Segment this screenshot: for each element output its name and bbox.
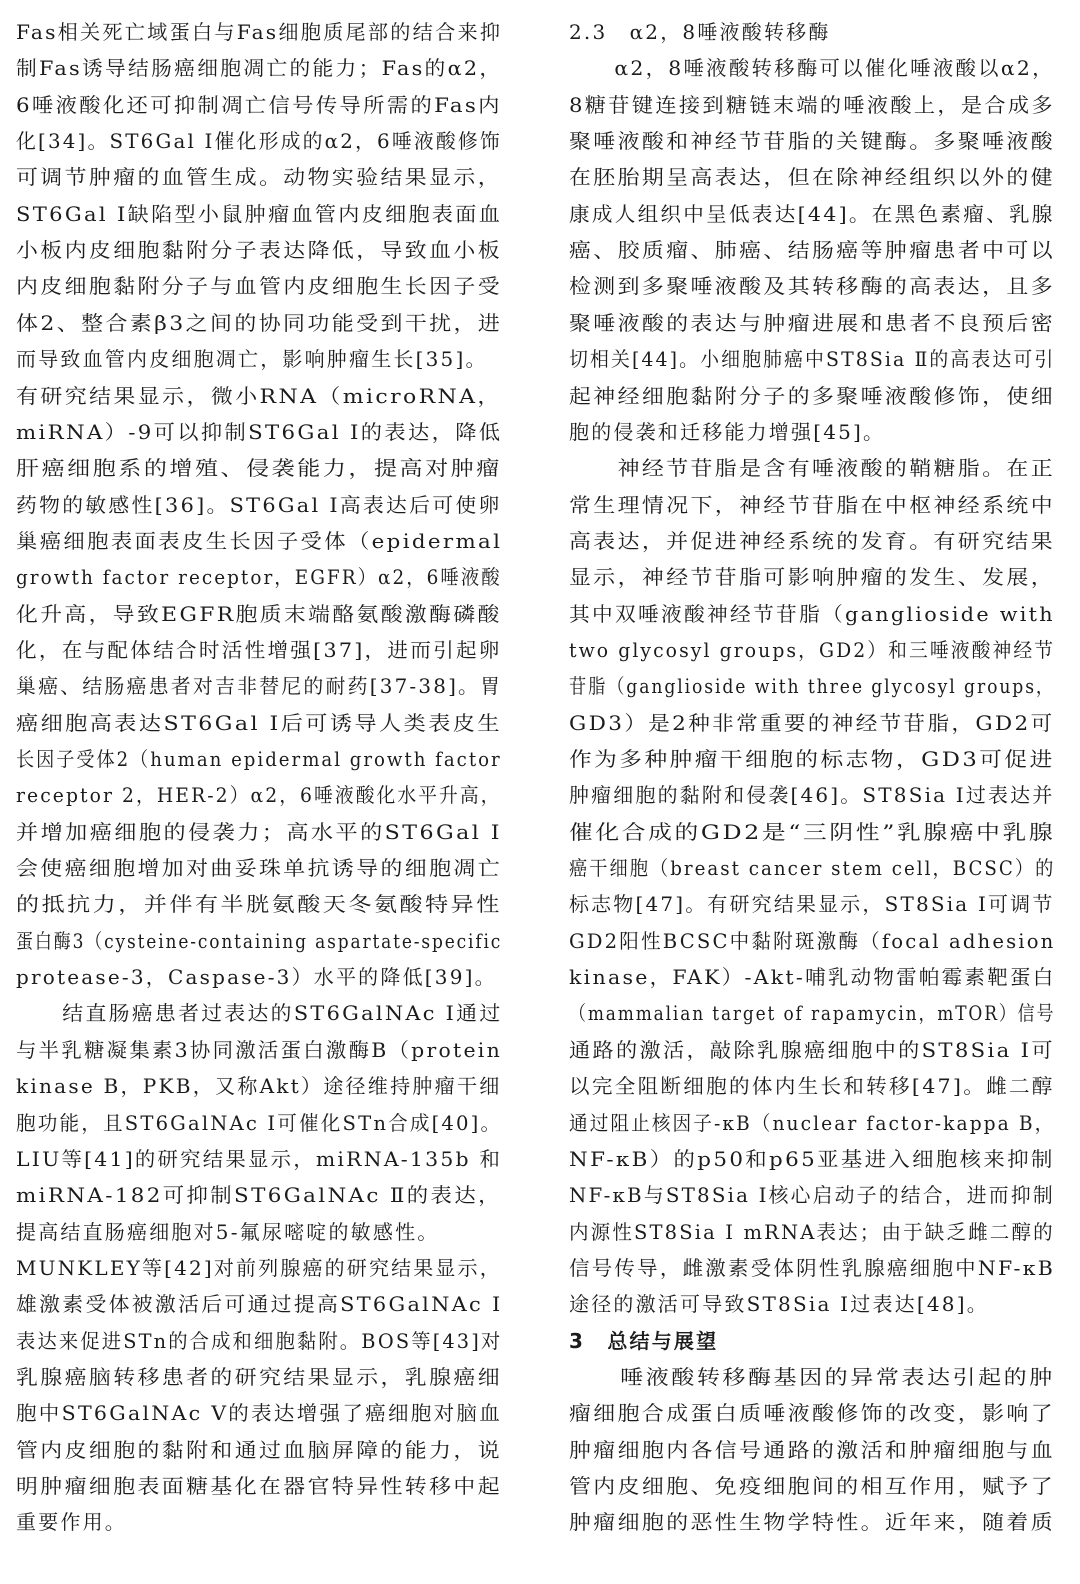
right-column-line: 催化合成的GD2是“三阴性”乳腺癌中乳腺: [569, 819, 1056, 844]
left-column-line: 体2、整合素β3之间的协同功能受到干扰，进: [16, 310, 503, 335]
right-column-line: 途径的激活可导致ST8Sia Ⅰ过表达[48]。: [569, 1292, 989, 1317]
left-column-line: 化升高，导致EGFR胞质末端酪氨酸激酶磷酸: [16, 601, 502, 626]
left-column-line: 而导致血管内皮细胞凋亡，影响肿瘤生长[35]。: [16, 347, 488, 372]
right-column-line: 管内皮细胞、免疫细胞间的相互作用，赋予了: [569, 1474, 1056, 1498]
left-column-line: 胞中ST6GalNAc Ⅴ的表达增强了癌细胞对脑血: [16, 1401, 503, 1426]
left-column-line: miRNA）-9可以抑制ST6Gal Ⅰ的表达，降低: [16, 419, 503, 444]
left-column-line: 结直肠癌患者过表达的ST6GalNAc Ⅰ通过: [16, 1001, 503, 1026]
left-column-line: 6唾液酸化还可抑制凋亡信号传导所需的Fas内: [16, 92, 502, 117]
left-column-line: 并增加癌细胞的侵袭力；高水平的ST6Gal Ⅰ: [16, 819, 502, 844]
right-column-line: 起神经细胞黏附分子的多聚唾液酸修饰，使细: [569, 383, 1056, 408]
right-column-line: 瘤细胞合成蛋白质唾液酸修饰的改变，影响了: [569, 1401, 1056, 1426]
right-column-line: 聚唾液酸的表达与肿瘤进展和患者不良预后密: [569, 310, 1056, 335]
right-column-line: 其中双唾液酸神经节苷脂（ganglioside with: [569, 601, 1055, 626]
left-column-line: receptor 2，HER-2）α2，6唾液酸化水平升高，: [16, 783, 502, 808]
right-column-line: 肿瘤细胞的恶性生物学特性。近年来，随着质: [569, 1510, 1056, 1535]
right-column-line: 康成人组织中呈低表达[44]。在黑色素瘤、乳腺: [569, 201, 1055, 226]
left-column-line: 重要作用。: [16, 1510, 127, 1535]
right-column-line: kinase，FAK）-Akt-哺乳动物雷帕霉素靶蛋白: [569, 965, 1056, 990]
right-column-line: 2.3 α2，8唾液酸转移酶: [569, 20, 831, 44]
right-column-line: 内源性ST8Sia Ⅰ mRNA表达；由于缺乏雌二醇的: [569, 1219, 1055, 1244]
left-column-line: 有研究结果显示，微小RNA（microRNA，: [16, 383, 502, 408]
right-column-line: 神经节苷脂是含有唾液酸的鞘糖脂。在正: [569, 456, 1056, 481]
left-column-line: 长因子受体2（human epidermal growth factor: [16, 747, 502, 771]
right-column-line: 肿瘤细胞的黏附和侵袭[46]。ST8Sia Ⅰ过表达并: [569, 783, 1055, 808]
left-column-line: Fas相关死亡域蛋白与Fas细胞质尾部的结合来抑: [16, 20, 503, 44]
right-column-line: α2，8唾液酸转移酶可以催化唾液酸以α2，: [569, 56, 1055, 81]
left-column-line: 巢癌细胞表面表皮生长因子受体（epidermal: [16, 528, 503, 553]
left-column-line: 管内皮细胞的黏附和通过血脑屏障的能力，说: [16, 1437, 503, 1462]
left-column-line: 制Fas诱导结肠癌细胞凋亡的能力；Fas的α2，: [16, 56, 503, 81]
left-column-line: 内皮细胞黏附分子与血管内皮细胞生长因子受: [16, 274, 503, 299]
right-column-line: NF-κB）的p50和p65亚基进入细胞核来抑制: [569, 1146, 1055, 1171]
right-column-line: 标志物[47]。有研究结果显示，ST8Sia Ⅰ可调节: [569, 892, 1055, 917]
left-column-line: ST6Gal Ⅰ缺陷型小鼠肿瘤血管内皮细胞表面血: [16, 201, 503, 226]
left-column-line: 巢癌、结肠癌患者对吉非替尼的耐药[37-38]。胃: [16, 674, 503, 699]
right-column-line: 高表达，并促进神经系统的发育。有研究结果: [569, 528, 1056, 553]
left-column-line: LIU等[41]的研究结果显示，miRNA-135b 和: [16, 1146, 503, 1171]
right-column-line: 通路的激活，敲除乳腺癌细胞中的ST8Sia Ⅰ可: [569, 1037, 1055, 1062]
left-column-line: 药物的敏感性[36]。ST6Gal Ⅰ高表达后可使卵: [16, 492, 502, 517]
right-column-line: GD3）是2种非常重要的神经节苷脂，GD2可: [569, 710, 1055, 735]
right-column-line: NF-κB与ST8Sia Ⅰ核心启动子的结合，进而抑制: [569, 1183, 1055, 1208]
right-column-line: 8糖苷键连接到糖链末端的唾液酸上，是合成多: [569, 92, 1055, 117]
left-column-line: 可调节肿瘤的血管生成。动物实验结果显示，: [16, 165, 503, 190]
left-column-line: 与半乳糖凝集素3协同激活蛋白激酶B（protein: [16, 1037, 502, 1062]
right-column-line: 癌干细胞（breast cancer stem cell，BCSC）的: [569, 856, 1056, 881]
right-column-line: 通过阻止核因子-κB（nuclear factor-kappa B，: [569, 1110, 1056, 1135]
left-column-line: 表达来促进STn的合成和细胞黏附。BOS等[43]对: [16, 1328, 503, 1353]
left-column-line: kinase B，PKB，又称Akt）途径维持肿瘤干细: [16, 1074, 502, 1099]
right-column-line: 作为多种肿瘤干细胞的标志物，GD3可促进: [569, 747, 1055, 771]
right-column-line: （mammalian target of rapamycin，mTOR）信号: [569, 1001, 1056, 1026]
left-column-line: MUNKLEY等[42]对前列腺癌的研究结果显示，: [16, 1255, 502, 1280]
right-column-line: 唾液酸转移酶基因的异常表达引起的肿: [569, 1364, 1055, 1389]
right-column-line: 以完全阻断细胞的体内生长和转移[47]。雌二醇: [569, 1074, 1055, 1099]
right-column-line: 在胚胎期呈高表达，但在除神经组织以外的健: [569, 165, 1056, 190]
right-column-line: 肿瘤细胞内各信号通路的激活和肿瘤细胞与血: [569, 1437, 1056, 1462]
left-column-line: 提高结直肠癌细胞对5-氟尿嘧啶的敏感性。: [16, 1219, 440, 1244]
left-column-line: 蛋白酶3（cysteine-containing aspartate-specific: [16, 928, 503, 953]
left-column-line: 雄激素受体被激活后可通过提高ST6GalNAc Ⅰ: [16, 1292, 503, 1317]
right-column-line: 常生理情况下，神经节苷脂在中枢神经系统中: [569, 492, 1056, 517]
right-column-line: 胞的侵袭和迁移能力增强[45]。: [569, 419, 886, 444]
right-column-line: 聚唾液酸和神经节苷脂的关键酶。多聚唾液酸: [569, 129, 1056, 154]
right-column-line: 苷脂（ganglioside with three glycosyl groups，: [569, 674, 1056, 699]
right-column-line: 检测到多聚唾液酸及其转移酶的高表达，且多: [569, 274, 1056, 299]
left-column-line: 乳腺癌脑转移患者的研究结果显示，乳腺癌细: [16, 1364, 503, 1389]
left-column-line: 化，在与配体结合时活性增强[37]，进而引起卵: [16, 637, 502, 662]
right-column-line: 信号传导，雌激素受体阴性乳腺癌细胞中NF-κB: [569, 1255, 1056, 1280]
right-column-line: two glycosyl groups，GD2）和三唾液酸神经节: [569, 637, 1056, 662]
left-column-line: 肝癌细胞系的增殖、侵袭能力，提高对肿瘤: [16, 456, 502, 481]
left-column-line: 会使癌细胞增加对曲妥珠单抗诱导的细胞凋亡: [16, 856, 503, 881]
right-column-line: 3 总结与展望: [569, 1328, 719, 1353]
right-column-line: GD2阳性BCSC中黏附斑激酶（focal adhesion: [569, 928, 1056, 953]
left-column-line: miRNA-182可抑制ST6GalNAc Ⅱ的表达，: [16, 1183, 502, 1208]
right-column-line: 切相关[44]。小细胞肺癌中ST8Sia Ⅱ的高表达可引: [569, 347, 1056, 372]
right-column-line: 癌、胶质瘤、肺癌、结肠癌等肿瘤患者中可以: [569, 238, 1056, 263]
left-column-line: 明肿瘤细胞表面糖基化在器官特异性转移中起: [16, 1474, 503, 1498]
left-column-line: 小板内皮细胞黏附分子表达降低，导致血小板: [16, 238, 503, 263]
left-column-line: growth factor receptor，EGFR）α2，6唾液酸: [16, 565, 502, 590]
left-column-line: 化[34]。ST6Gal Ⅰ催化形成的α2，6唾液酸修饰: [16, 129, 502, 154]
left-column-line: protease-3，Caspase-3）水平的降低[39]。: [16, 965, 497, 990]
left-column-line: 癌细胞高表达ST6Gal Ⅰ后可诱导人类表皮生: [16, 710, 502, 735]
left-column-line: 的抵抗力，并伴有半胱氨酸天冬氨酸特异性: [16, 892, 502, 917]
right-column-line: 显示，神经节苷脂可影响肿瘤的发生、发展，: [569, 565, 1056, 590]
left-column-line: 胞功能，且ST6GalNAc Ⅰ可催化STn合成[40]。: [16, 1110, 503, 1135]
